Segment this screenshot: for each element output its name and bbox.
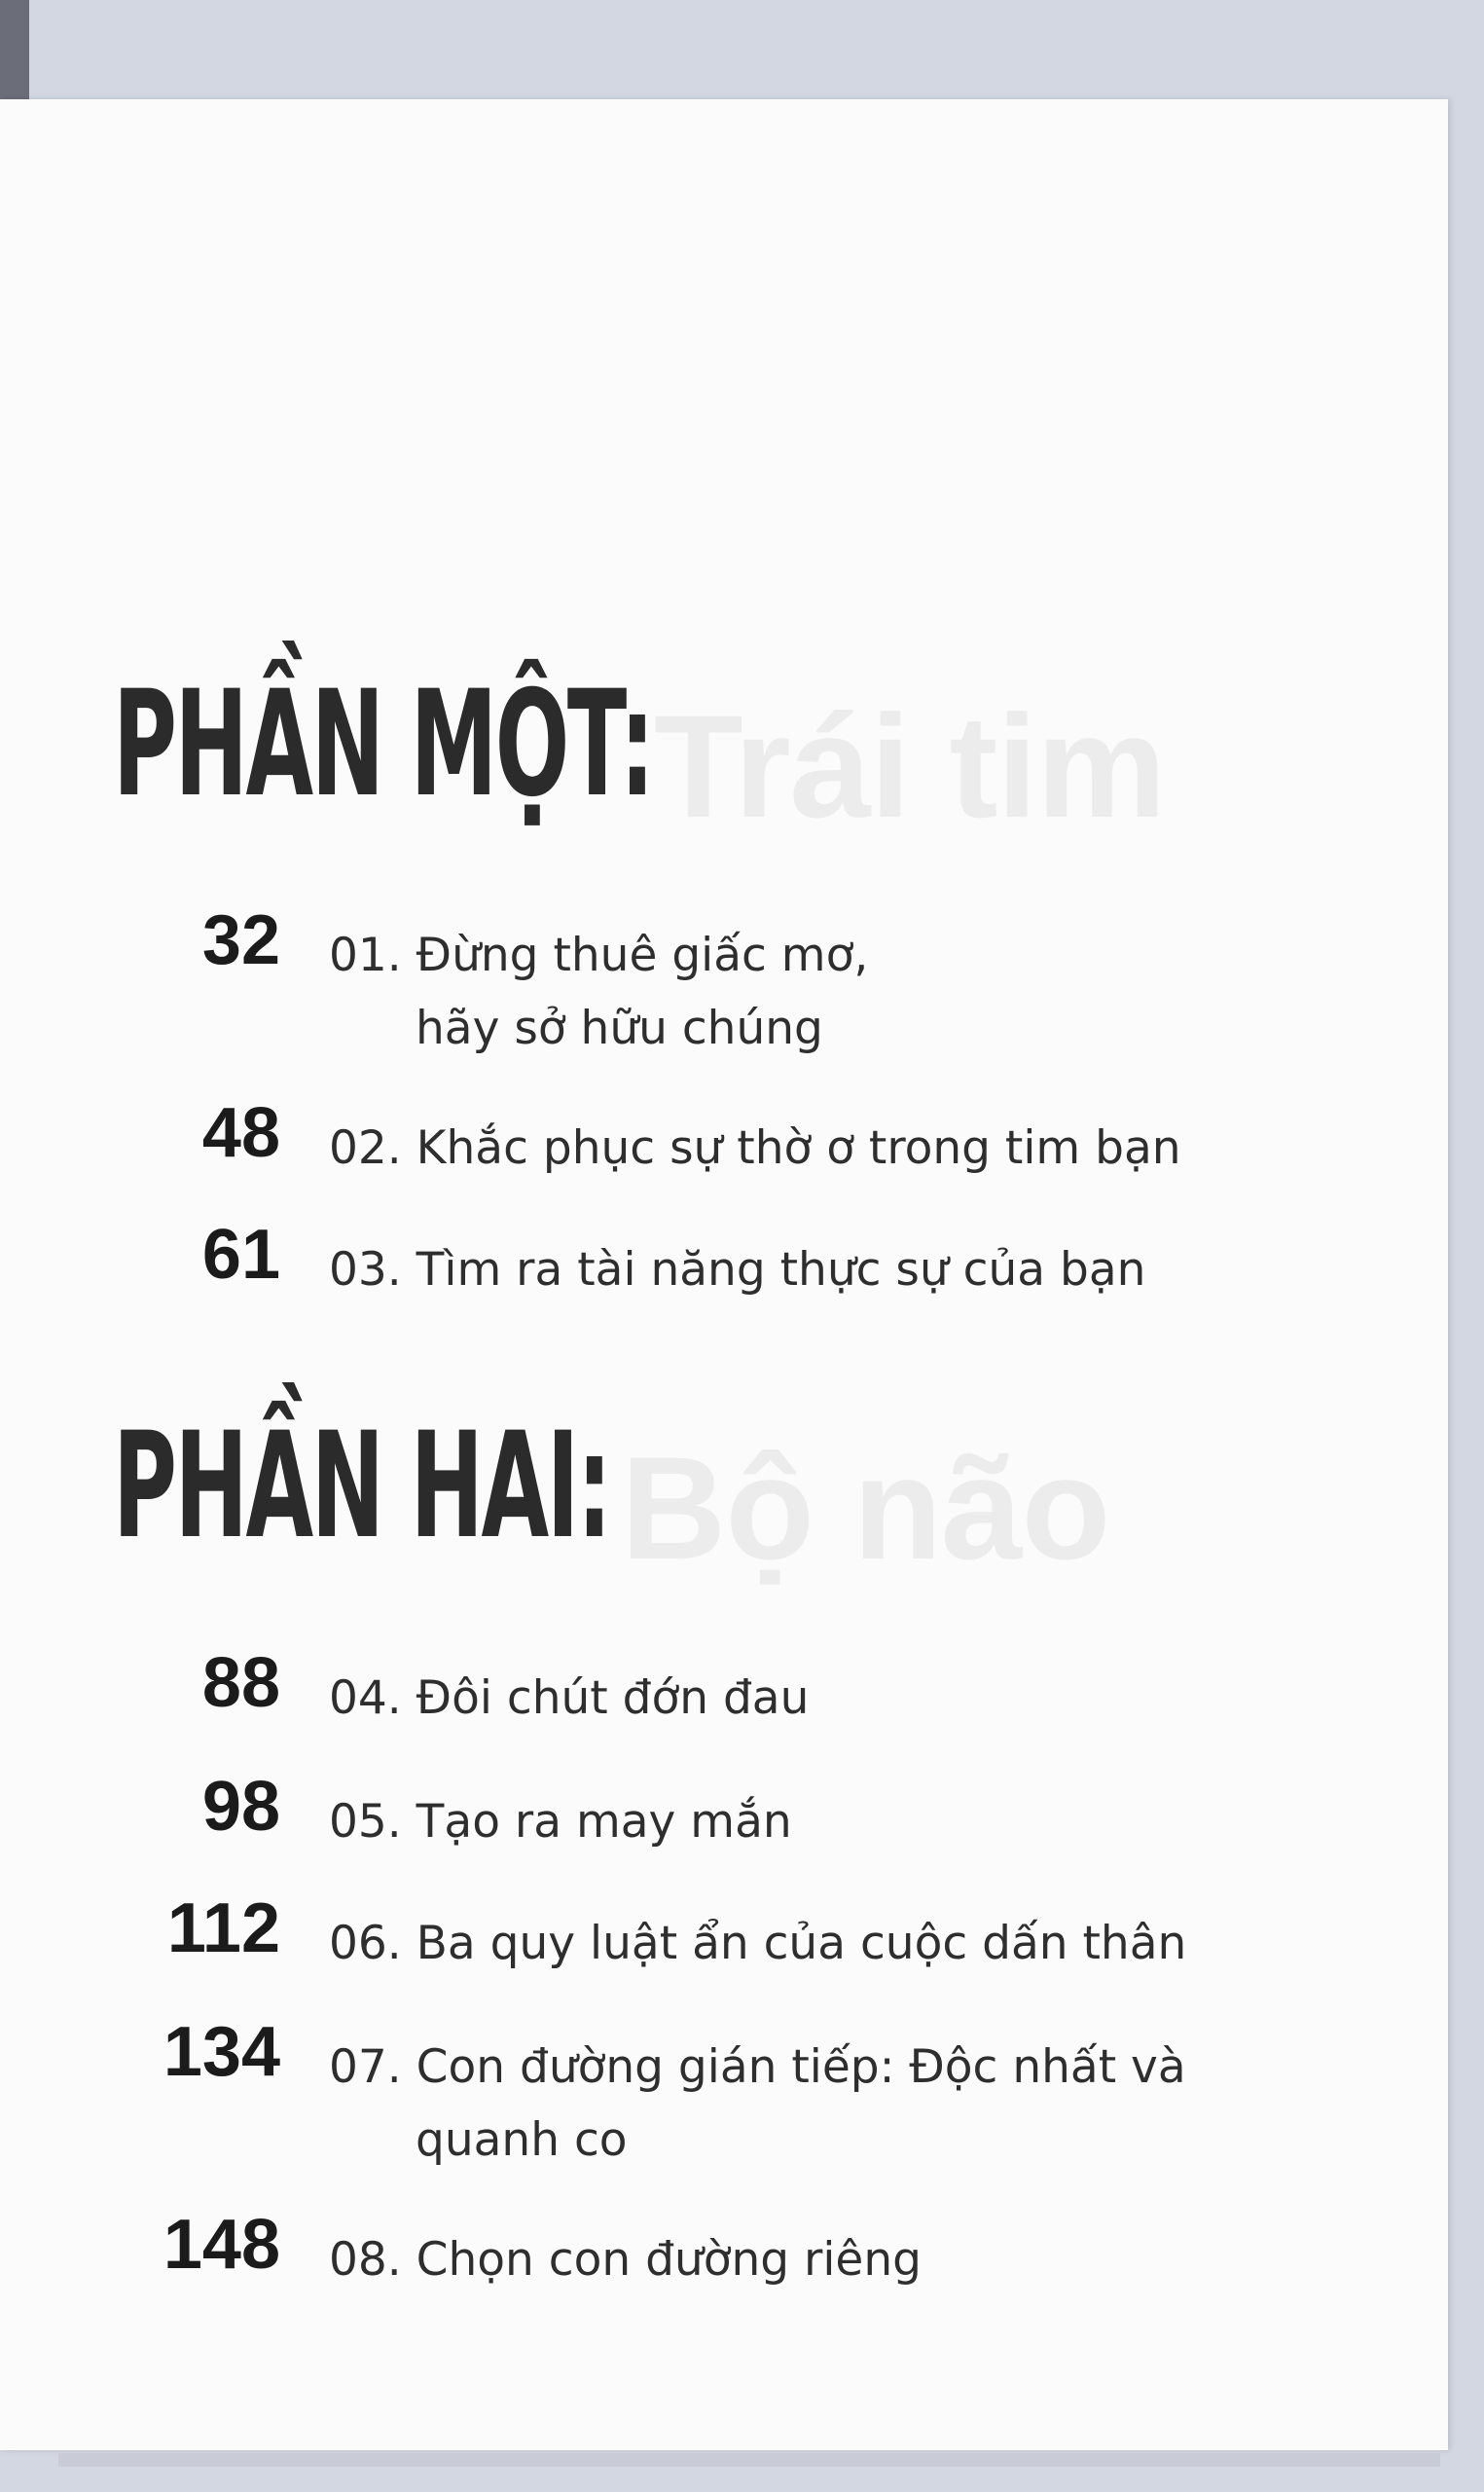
toc-entry-line: hãy sở hữu chúng bbox=[416, 1002, 823, 1055]
book-edge-shadow bbox=[0, 0, 29, 99]
toc-page-number: 48 bbox=[201, 1094, 280, 1172]
part-two-subtitle: Bộ não bbox=[621, 1426, 1110, 1590]
toc-page-number: 112 bbox=[166, 1889, 280, 1967]
toc-entry-line: 08. Chọn con đường riêng bbox=[329, 2233, 922, 2287]
toc-page-number: 148 bbox=[163, 2206, 280, 2284]
toc-page-number: 32 bbox=[201, 901, 280, 979]
part-two-label: PHẦN HAI: bbox=[113, 1402, 610, 1571]
toc-page-number: 134 bbox=[163, 2013, 280, 2091]
toc-entry-title bbox=[329, 1907, 1205, 1980]
toc-entry-title bbox=[329, 1233, 1205, 1306]
toc-entry-line: 07. Con đường gián tiếp: Độc nhất và bbox=[329, 2040, 1186, 2094]
page-bottom-edge bbox=[58, 2453, 1440, 2467]
toc-entry-line: 06. Ba quy luật ẩn của cuộc dấn thân bbox=[329, 1917, 1187, 1970]
toc-page-number: 61 bbox=[201, 1216, 280, 1294]
toc-entry-line: quanh co bbox=[416, 2113, 628, 2167]
toc-entry-line: 02. Khắc phục sự thờ ơ trong tim bạn bbox=[329, 1121, 1181, 1175]
part-one-subtitle: Trái tim bbox=[654, 684, 1166, 848]
toc-entry-line: 01. Đừng thuê giấc mơ, bbox=[329, 929, 869, 982]
toc-entry-title bbox=[329, 2223, 1205, 2296]
part-one-label: PHẦN MỘT: bbox=[113, 660, 653, 829]
toc-entry-line: 04. Đôi chút đớn đau bbox=[329, 1671, 810, 1725]
toc-entry-title bbox=[329, 2031, 1205, 2177]
toc-page-number: 98 bbox=[201, 1768, 280, 1846]
toc-entry-title bbox=[329, 1112, 1205, 1185]
toc-entry-line: 05. Tạo ra may mắn bbox=[329, 1795, 792, 1849]
toc-entry-title bbox=[329, 1785, 1205, 1858]
toc-entry-line: 03. Tìm ra tài năng thực sự của bạn bbox=[329, 1243, 1146, 1297]
toc-entry-title bbox=[329, 919, 1205, 1065]
toc-page-number: 88 bbox=[201, 1644, 280, 1722]
toc-entry-title bbox=[329, 1662, 1205, 1735]
